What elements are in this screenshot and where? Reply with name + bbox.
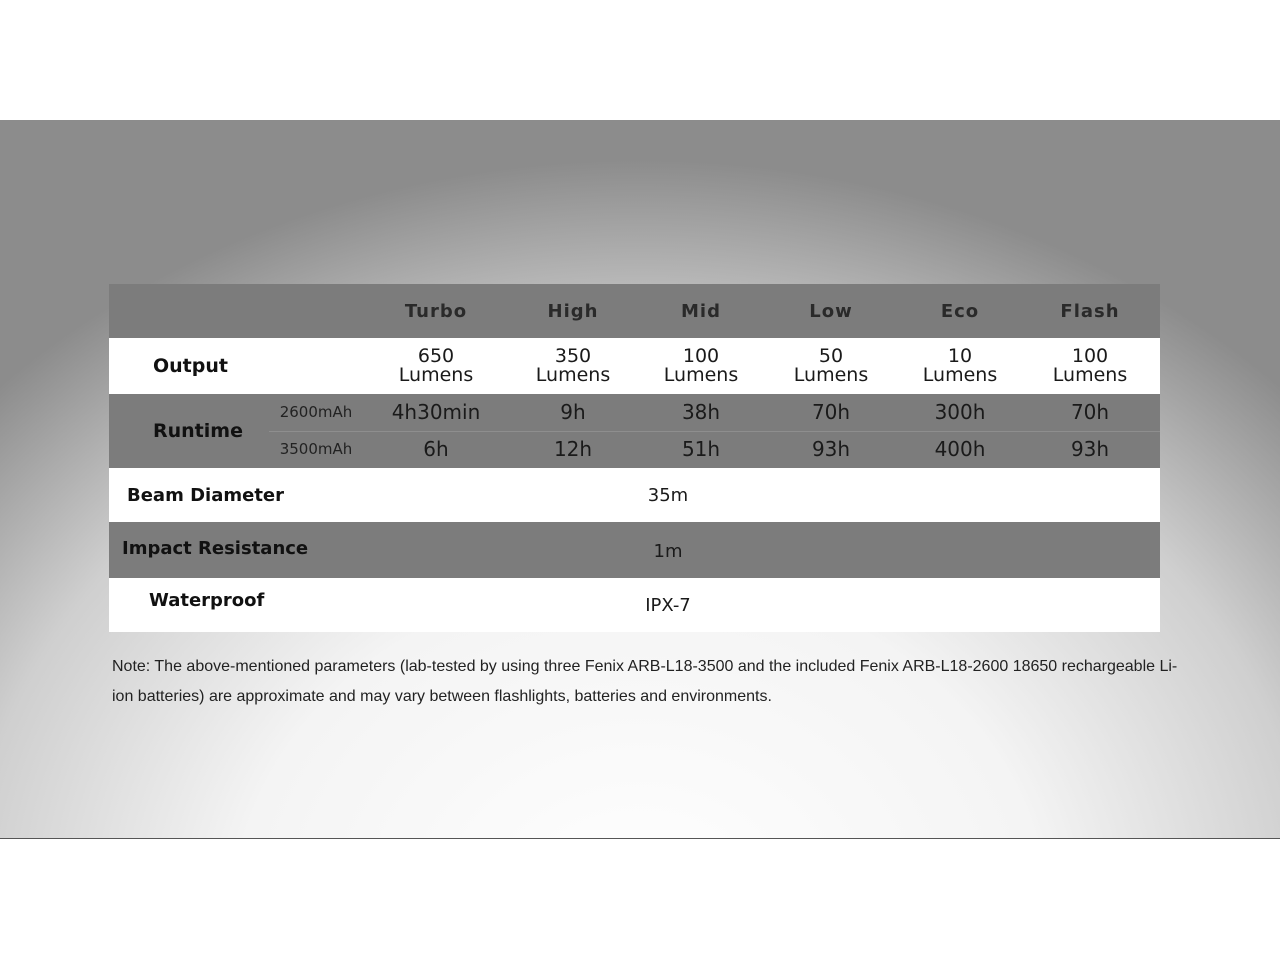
output-flash (1025, 338, 1155, 394)
output-unit: Lumens (663, 364, 739, 386)
waterproof-value: IPX-7 (645, 594, 691, 616)
beam-diameter-value: 35m (647, 484, 689, 506)
mode-low: Low (809, 300, 853, 322)
runtime-block (109, 394, 1160, 468)
mode-flash: Flash (1060, 300, 1120, 322)
impact-resistance-label: Impact Resistance (122, 537, 309, 559)
output-unit: Lumens (793, 364, 869, 386)
output-value: 100 (1071, 345, 1109, 367)
runtime-label: Runtime (153, 419, 243, 442)
output-turbo (371, 338, 501, 394)
runtime-3500-flash: 93h (1070, 437, 1110, 461)
runtime-2600-high: 9h (560, 400, 586, 424)
output-label: Output (153, 354, 228, 377)
mode-mid: Mid (681, 300, 721, 322)
beam-diameter-label: Beam Diameter (127, 484, 285, 506)
battery-3500: 3500mAh (279, 440, 353, 458)
spec-table (109, 284, 1160, 632)
output-value: 10 (947, 345, 973, 367)
output-unit: Lumens (398, 364, 474, 386)
output-value: 100 (682, 345, 720, 367)
output-unit: Lumens (535, 364, 611, 386)
runtime-2600-turbo: 4h30min (391, 400, 481, 424)
header-row (109, 284, 1160, 338)
waterproof-row (109, 578, 1160, 632)
impact-resistance-row (109, 522, 1160, 578)
output-unit: Lumens (922, 364, 998, 386)
footnote: Note: The above-mentioned parameters (lab-tested by using three Fenix ARB-L18-3500 and the included Fenix ARB-L18-2600 18650 rechargeable Li-ion batteries) are approximate and may vary between flashlights, batteries and environments. (112, 658, 1178, 705)
output-unit: Lumens (1052, 364, 1128, 386)
output-value: 350 (554, 345, 592, 367)
beam-diameter-row (109, 468, 1160, 522)
runtime-3500-mid: 51h (681, 437, 721, 461)
output-value: 50 (818, 345, 844, 367)
impact-resistance-value: 1m (653, 540, 683, 562)
mode-high: High (547, 300, 599, 322)
output-mid (636, 338, 766, 394)
output-value: 650 (417, 345, 455, 367)
mode-eco: Eco (940, 300, 980, 322)
battery-2600: 2600mAh (279, 403, 353, 421)
runtime-2600-low: 70h (811, 400, 851, 424)
runtime-3500-low: 93h (811, 437, 851, 461)
mode-turbo: Turbo (404, 300, 468, 322)
runtime-2600-eco: 300h (934, 400, 986, 424)
runtime-3500-turbo: 6h (423, 437, 449, 461)
output-high (508, 338, 638, 394)
output-row (109, 338, 1160, 394)
output-low (766, 338, 896, 394)
output-eco (895, 338, 1025, 394)
waterproof-label: Waterproof (149, 589, 265, 611)
runtime-2600-mid: 38h (681, 400, 721, 424)
runtime-2600-flash: 70h (1070, 400, 1110, 424)
runtime-3500-eco: 400h (934, 437, 986, 461)
runtime-3500-high: 12h (553, 437, 593, 461)
